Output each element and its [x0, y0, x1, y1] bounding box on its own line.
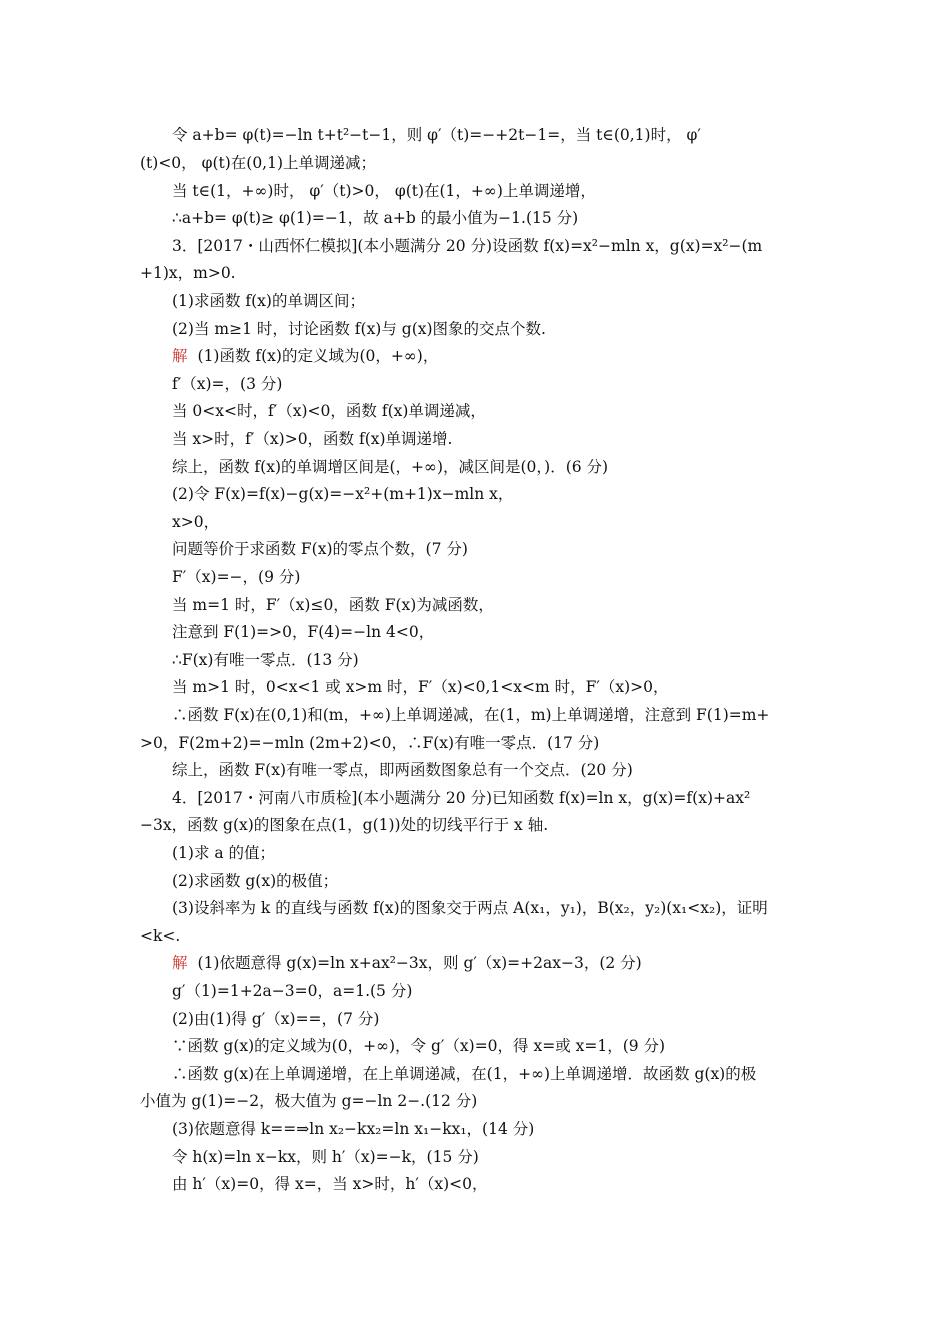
solution-label: 解	[172, 954, 188, 972]
text-line: −3x，函数 g(x)的图象在点(1，g(1))处的切线平行于 x 轴.	[140, 816, 549, 834]
text-line: f′（x)=，(3 分)	[172, 375, 283, 393]
text-line: <k<.	[140, 927, 181, 945]
text-line: 当 m=1 时，F′（x)≤0，函数 F(x)为减函数，	[172, 596, 494, 614]
text-line: +1)x，m>0.	[140, 264, 236, 282]
text-line: 当 m>1 时，0<x<1 或 x>m 时，F′（x)<0,1<x<m 时，F′（x)>0，	[172, 678, 669, 696]
question-item: (3)设斜率为 k 的直线与函数 f(x)的图象交于两点 A(x₁，y₁)，B(x₂，y₂)(x₁<x₂)，证明	[172, 899, 768, 917]
solution-start: 解 (1)依题意得 g(x)=ln x+ax²−3x，则 g′（x)=+2ax−3，(2 分)	[172, 954, 642, 972]
question-item: (2)求函数 g(x)的极值；	[172, 872, 339, 890]
text-line: 当 0<x<时，f′（x)<0，函数 f(x)单调递减，	[172, 402, 486, 420]
text-line: 令 a+b= φ(t)=−ln t+t²−t−1，则 φ′（t)=−+2t−1=，当 t∈(0,1)时， φ′	[172, 126, 701, 144]
question-item: (1)求函数 f(x)的单调区间；	[172, 292, 365, 310]
question-item: (2)当 m≥1 时，讨论函数 f(x)与 g(x)图象的交点个数.	[172, 320, 546, 338]
solution-start: 解 (1)函数 f(x)的定义域为(0，+∞)，	[172, 347, 439, 365]
question-item: (1)求 a 的值；	[172, 844, 276, 862]
text-line: (t)<0， φ(t)在(0,1)上单调递减；	[140, 154, 377, 172]
text-line: 当 x>时，f′（x)>0，函数 f(x)单调递增.	[172, 430, 453, 448]
text-line: (2)令 F(x)=f(x)−g(x)=−x²+(m+1)x−mln x，	[172, 485, 514, 503]
text-line: 问题等价于求函数 F(x)的零点个数，(7 分)	[172, 540, 468, 558]
text-line: g′（1)=1+2a−3=0，a=1.(5 分)	[172, 982, 413, 1000]
text-line: ∴F(x)有唯一零点．(13 分)	[172, 651, 359, 669]
text-line: >0，F(2m+2)=−mln (2m+2)<0，∴F(x)有唯一零点．(17 分)	[140, 734, 600, 752]
problem-heading: 3．[2017・山西怀仁模拟](本小题满分 20 分)设函数 f(x)=x²−mln x，g(x)=x²−(m	[172, 237, 763, 255]
text-line: 由 h′（x)=0，得 x=，当 x>时，h′（x)<0，	[172, 1175, 488, 1193]
solution-label: 解	[172, 347, 188, 365]
text-line: 小值为 g(1)=−2，极大值为 g=−ln 2−.(12 分)	[140, 1092, 478, 1110]
text-line: 令 h(x)=ln x−kx，则 h′（x)=−k，(15 分)	[172, 1148, 479, 1166]
text-line: 注意到 F(1)=>0，F(4)=−ln 4<0，	[172, 623, 435, 641]
text-line: x>0，	[172, 513, 220, 531]
text-line: 综上，函数 f(x)的单调增区间是(，+∞)，减区间是(0，)．(6 分)	[172, 458, 609, 476]
problem-heading: 4．[2017・河南八市质检](本小题满分 20 分)已知函数 f(x)=ln x，g(x)=f(x)+ax²	[172, 789, 751, 807]
text-line: 综上，函数 F(x)有唯一零点，即两函数图象总有一个交点．(20 分)	[172, 761, 633, 779]
text-line: F′（x)=−，(9 分)	[172, 568, 301, 586]
text-line: 当 t∈(1，+∞)时， φ′（t)>0， φ(t)在(1，+∞)上单调递增，	[172, 182, 596, 200]
text-line: ∵函数 g(x)的定义域为(0，+∞)，令 g′（x)=0，得 x=或 x=1，(9 分)	[172, 1037, 666, 1055]
text-line: ∴函数 F(x)在(0,1)和(m，+∞)上单调递减，在(1，m)上单调递增，注意到 F(1)=m+	[172, 706, 770, 724]
text-line: (2)由(1)得 g′（x)==，(7 分)	[172, 1010, 380, 1028]
text-line: ∴函数 g(x)在上单调递增，在上单调递减，在(1，+∞)上单调递增．故函数 g(x)的极	[172, 1065, 757, 1083]
text-line: (3)依题意得 k==⇒ln x₂−kx₂=ln x₁−kx₁，(14 分)	[172, 1120, 535, 1138]
text-line: ∴a+b= φ(t)≥ φ(1)=−1，故 a+b 的最小值为−1.(15 分)	[172, 209, 579, 227]
